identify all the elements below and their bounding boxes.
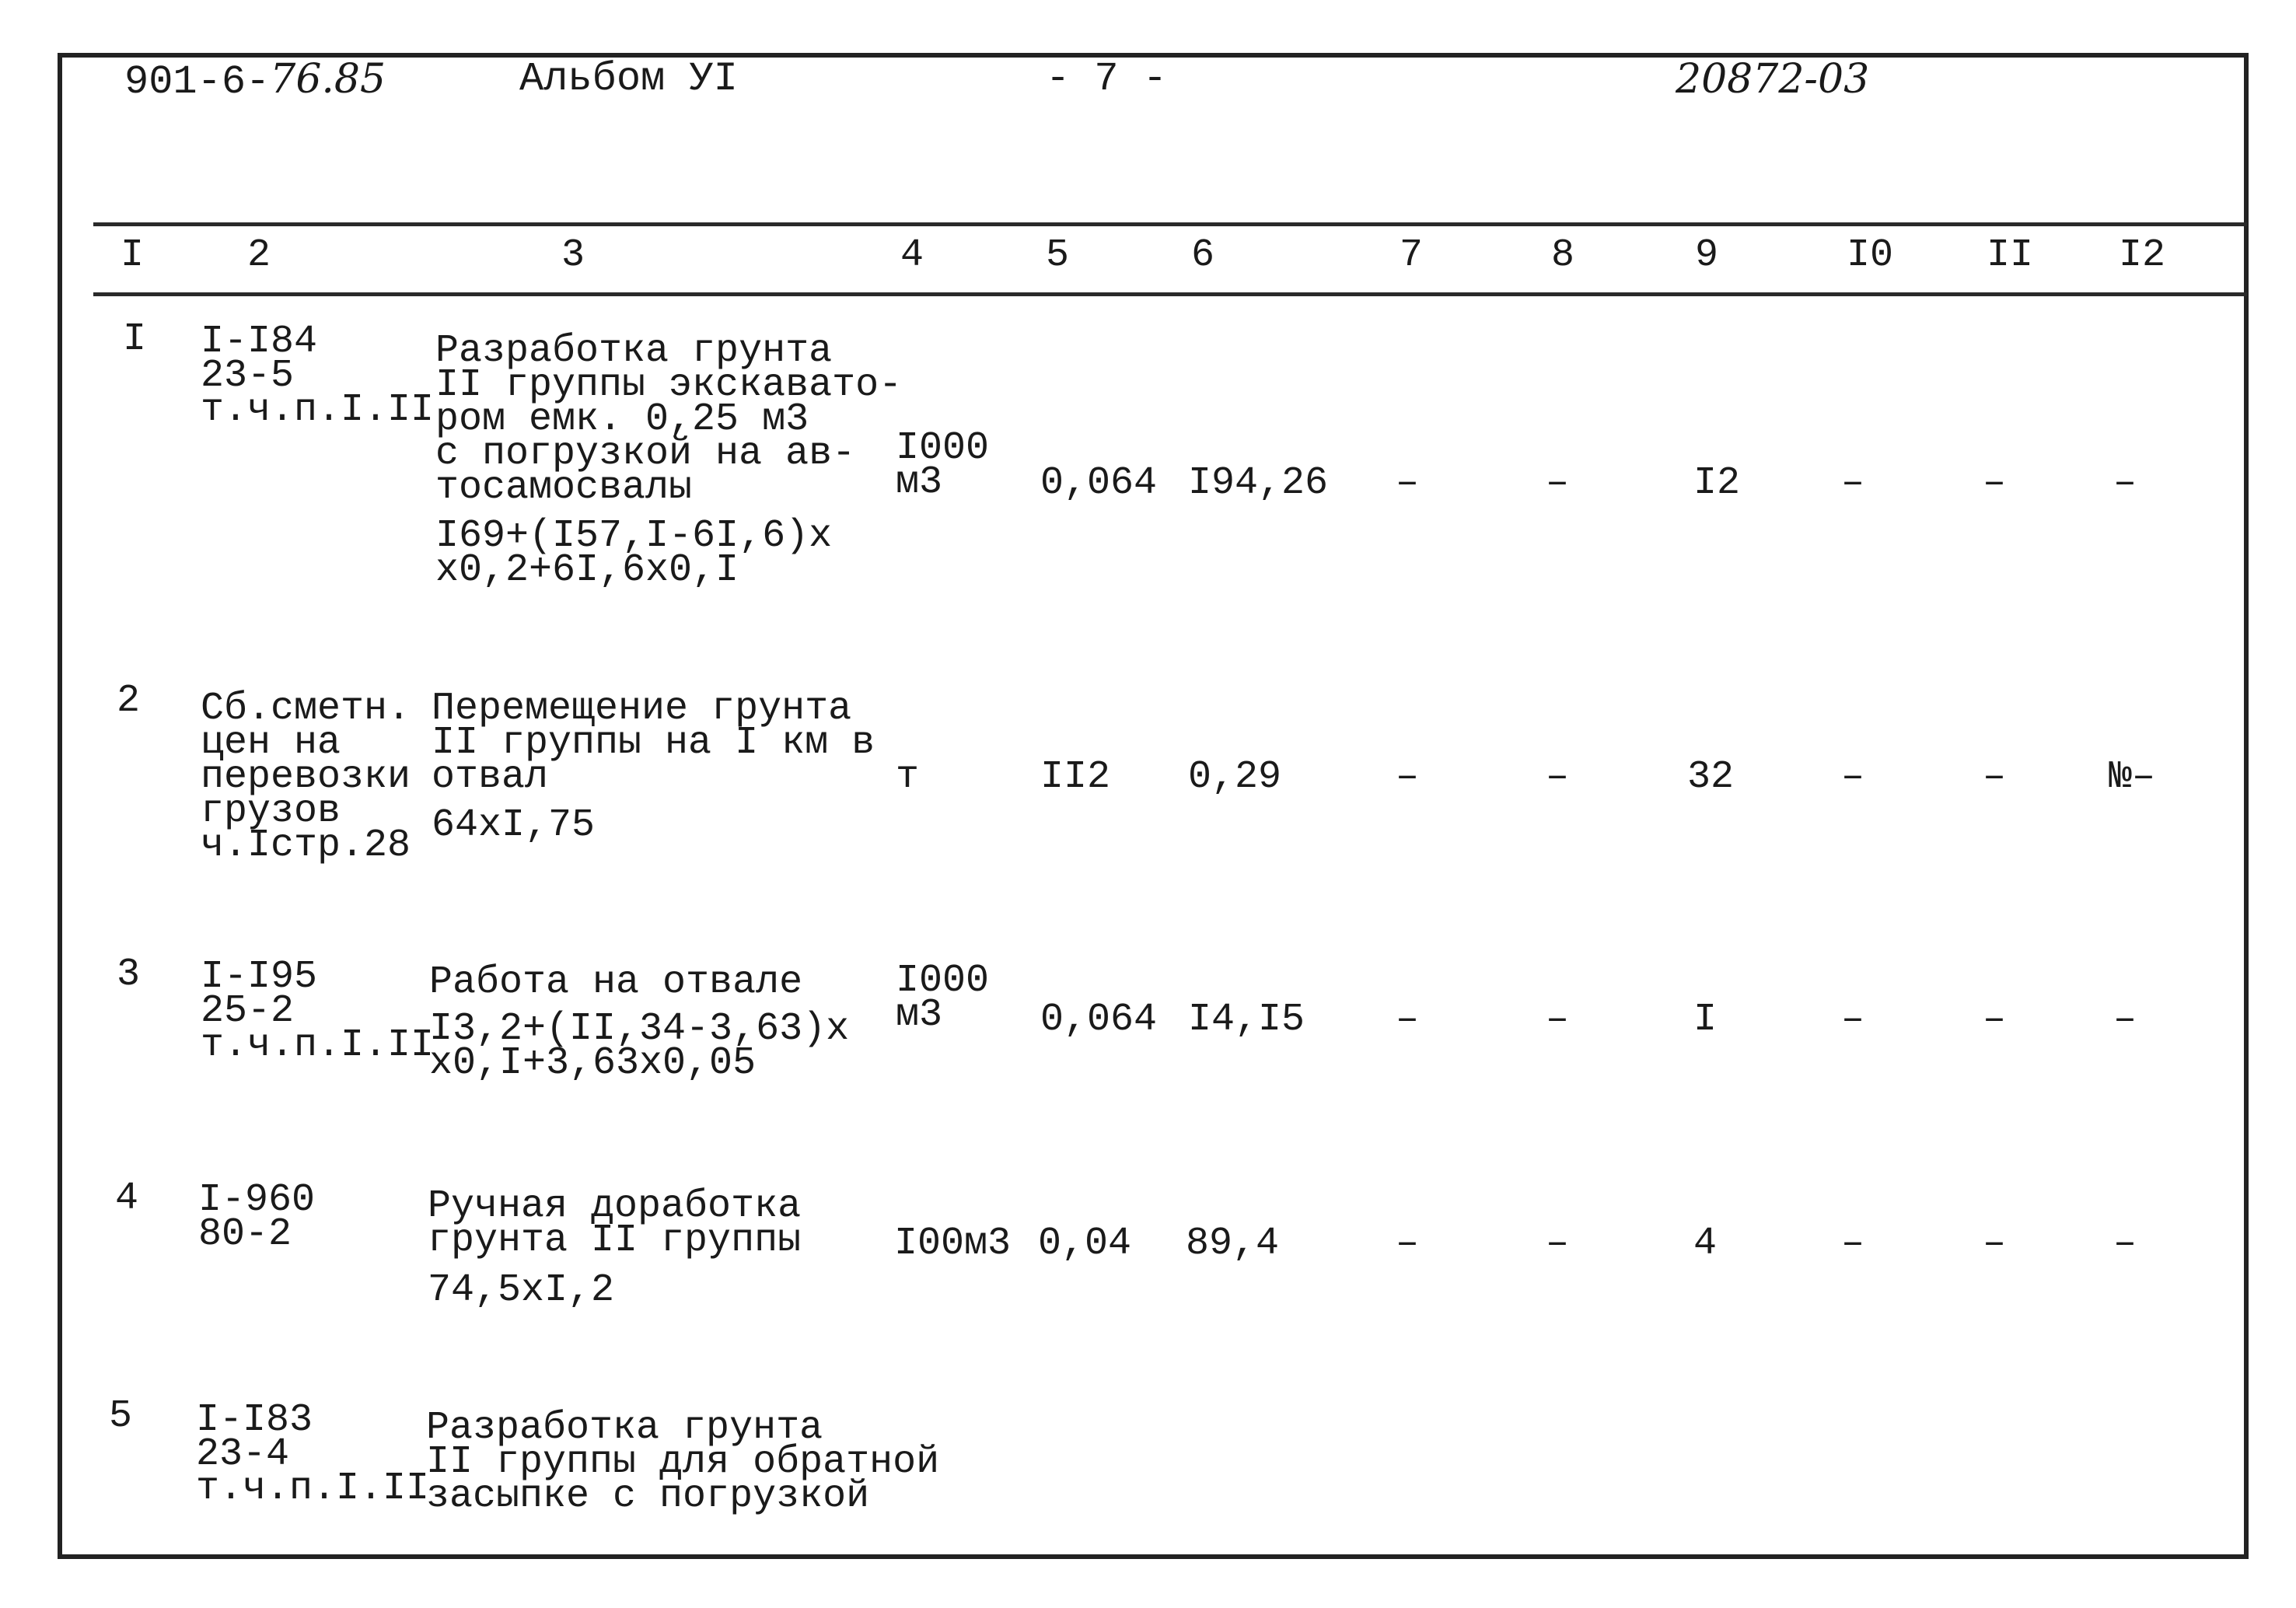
row-col11: – bbox=[1983, 1222, 2007, 1266]
column-header-bottom-rule bbox=[93, 292, 2247, 296]
row-code: I-I83 23-4 т.ч.п.I.II bbox=[196, 1398, 430, 1511]
row-description: Разработка грунта II группы экскавато- ром емк. 0,25 м3 с погрузкой на ав- тосамосвалы bbox=[435, 329, 903, 510]
row-description: Разработка грунта II группы для обратной засыпке с погрузкой bbox=[426, 1406, 940, 1519]
row-unit: I000 м3 bbox=[896, 426, 990, 505]
row-price: 0,29 bbox=[1188, 755, 1282, 799]
row-code: I-960 80-2 bbox=[198, 1178, 316, 1257]
row-col8: – bbox=[1546, 998, 1570, 1042]
row-col12: – bbox=[2113, 1222, 2137, 1266]
row-col12: №– bbox=[2109, 755, 2156, 799]
column-header-top-rule bbox=[93, 222, 2247, 226]
row-formula: I69+(I57,I-6I,6)x x0,2+6I,6x0,I bbox=[435, 514, 833, 593]
row-col9: I bbox=[1693, 998, 1718, 1042]
row-col8: – bbox=[1546, 1222, 1570, 1266]
col-header-11: II bbox=[1987, 233, 2034, 278]
row-price: I94,26 bbox=[1188, 461, 1329, 505]
row-quantity: 0,064 bbox=[1040, 998, 1158, 1042]
col-header-2: 2 bbox=[247, 233, 271, 278]
col-header-7: 7 bbox=[1400, 233, 1424, 278]
row-col7: – bbox=[1396, 998, 1420, 1042]
row-quantity: II2 bbox=[1040, 755, 1111, 799]
row-formula: I3,2+(II,34-3,63)x x0,I+3,63x0,05 bbox=[429, 1007, 850, 1085]
row-number: 3 bbox=[117, 953, 141, 997]
row-col7: – bbox=[1396, 461, 1420, 505]
row-col12: – bbox=[2113, 461, 2137, 505]
row-unit: I000 м3 bbox=[896, 959, 990, 1037]
row-col10: – bbox=[1841, 461, 1865, 505]
row-description: Работа на отвале bbox=[429, 960, 803, 1005]
row-price: 89,4 bbox=[1186, 1222, 1280, 1266]
page-number: - 7 - bbox=[1046, 56, 1168, 102]
row-code: I-I95 25-2 т.ч.п.I.II bbox=[201, 955, 435, 1068]
col-header-1: I bbox=[121, 233, 145, 278]
row-formula: 74,5xI,2 bbox=[428, 1268, 615, 1313]
code-handwritten: 76.85 bbox=[270, 56, 386, 103]
row-quantity: 0,064 bbox=[1040, 461, 1158, 505]
row-number: 4 bbox=[115, 1176, 139, 1221]
row-col7: – bbox=[1396, 755, 1420, 799]
row-description: Ручная доработка грунта II группы bbox=[428, 1184, 802, 1263]
col-header-9: 9 bbox=[1695, 233, 1719, 278]
code-prefix: 901-6- bbox=[124, 59, 271, 105]
col-header-4: 4 bbox=[900, 233, 924, 278]
row-number: 2 bbox=[117, 679, 141, 723]
row-price: I4,I5 bbox=[1188, 998, 1305, 1042]
row-unit: т bbox=[896, 755, 920, 799]
row-col10: – bbox=[1841, 1222, 1865, 1266]
album-title: Альбом УI bbox=[519, 56, 738, 102]
row-formula: 64xI,75 bbox=[432, 803, 596, 848]
row-col9: 32 bbox=[1687, 755, 1735, 799]
col-header-3: 3 bbox=[561, 233, 585, 278]
row-code: Сб.сметн. цен на перевозки грузов ч.Iстр.28 bbox=[201, 687, 411, 868]
row-col11: – bbox=[1983, 998, 2007, 1042]
row-number: 5 bbox=[109, 1394, 133, 1438]
col-header-6: 6 bbox=[1191, 233, 1215, 278]
row-number: I bbox=[123, 317, 147, 362]
row-col8: – bbox=[1546, 461, 1570, 505]
row-col11: – bbox=[1983, 461, 2007, 505]
col-header-12: I2 bbox=[2119, 233, 2166, 278]
row-description: Перемещение грунта II группы на I км в отвал bbox=[432, 687, 875, 799]
col-header-5: 5 bbox=[1046, 233, 1070, 278]
row-col10: – bbox=[1841, 998, 1865, 1042]
row-col8: – bbox=[1546, 755, 1570, 799]
row-col10: – bbox=[1841, 755, 1865, 799]
col-header-8: 8 bbox=[1551, 233, 1575, 278]
row-code: I-I84 23-5 т.ч.п.I.II bbox=[201, 320, 435, 432]
row-unit: I00м3 bbox=[894, 1222, 1012, 1266]
col-header-10: I0 bbox=[1847, 233, 1894, 278]
row-col7: – bbox=[1396, 1222, 1420, 1266]
row-col11: – bbox=[1983, 755, 2007, 799]
doc-number: 20872-03 bbox=[1676, 56, 1870, 103]
row-col9: I2 bbox=[1693, 461, 1741, 505]
row-col9: 4 bbox=[1693, 1222, 1718, 1266]
header-code bbox=[124, 56, 386, 105]
row-quantity: 0,04 bbox=[1038, 1222, 1132, 1266]
row-col12: – bbox=[2113, 998, 2137, 1042]
